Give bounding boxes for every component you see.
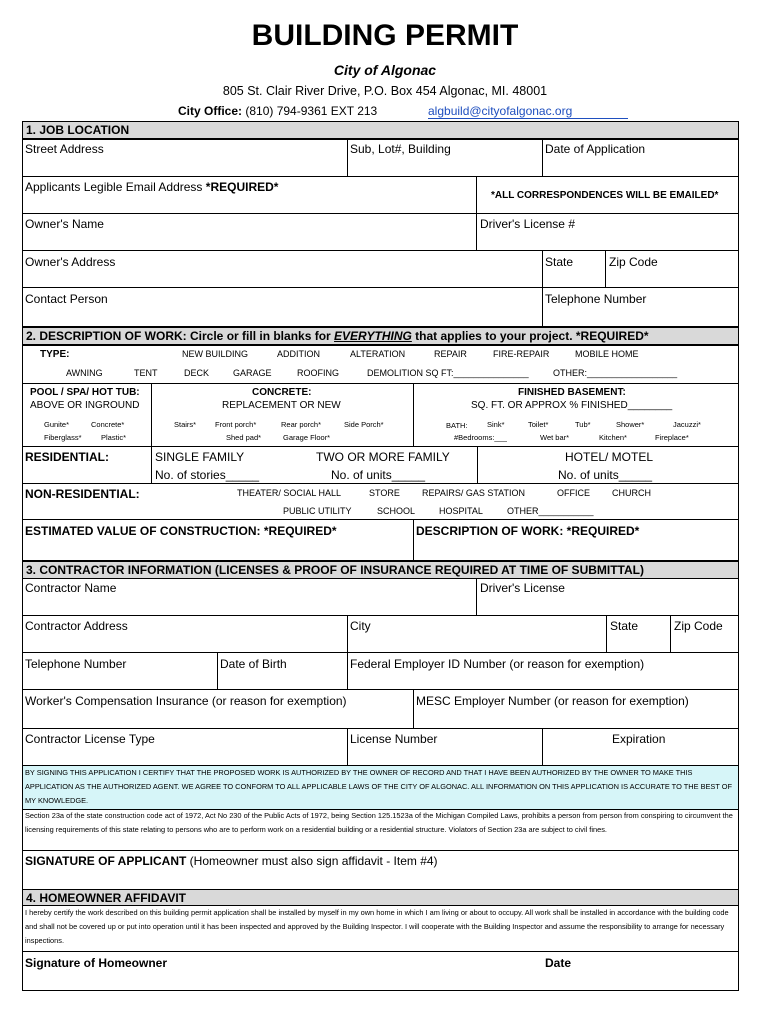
section2-header [22,327,739,345]
wet-bar[interactable]: Wet bar* [540,433,570,442]
office-label: City Office: [178,104,243,118]
city-address: 805 St. Clair River Drive, P.O. Box 454 Algonac, MI. 48001 [222,84,548,98]
number-of-units-family[interactable]: No. of units_____ [331,468,426,482]
pool-gunite[interactable]: Gunite* [44,420,70,429]
applicant-signature-label [25,854,438,868]
type-repair[interactable]: REPAIR [434,349,467,359]
concrete-rear-porch[interactable]: Rear porch* [281,420,322,429]
hotel-motel[interactable]: HOTEL/ MOTEL [565,450,654,464]
office-email-link[interactable]: algbuild@cityofalgonac.org [428,104,628,119]
pool-subtitle: ABOVE OR INGROUND [30,400,140,411]
type-awning[interactable]: AWNING [66,368,103,378]
two-or-more-family[interactable]: TWO OR MORE FAMILY [316,450,450,464]
street-address-label: Street Address [25,142,104,156]
applicant-signature-title: SIGNATURE OF APPLICANT [25,854,187,868]
contractor-city-field[interactable] [347,615,607,653]
section1-header: 1. JOB LOCATION [22,121,739,139]
fireplace[interactable]: Fireplace* [655,433,689,442]
office-phone: (810) 794-9361 EXT 213 [245,104,378,118]
type-demolition[interactable]: DEMOLITION SQ FT:_______________ [367,368,529,378]
contractor-state-label: State [610,619,639,633]
bath-tub[interactable]: Tub* [575,420,591,429]
sub-lot-label: Sub, Lot#, Building [350,142,451,156]
concrete-stairs[interactable]: Stairs* [174,420,197,429]
type-garage[interactable]: GARAGE [233,368,272,378]
section2-header-emphasis: EVERYTHING [334,329,412,343]
nonres-church[interactable]: CHURCH [612,488,651,498]
pool-concrete[interactable]: Concrete* [91,420,125,429]
contractor-city-label: City [350,619,371,633]
owners-address-label: Owner's Address [25,255,116,269]
workers-comp-label: Worker's Compensation Insurance (or reason for exemption) [25,694,347,708]
type-label: TYPE: [40,349,70,360]
expiration-label: Expiration [612,732,666,746]
residential-label: RESIDENTIAL: [25,450,109,464]
nonres-other[interactable]: OTHER___________ [507,506,594,516]
affidavit-text: I hereby certify the work described on this building permit application shall be installed by myself in my own home in which I am living or about to occupy. All work shall be installed in accordance with the building code and shall not be covered up or put into operation until it has been inspected and approved by the Building Inspector. I will cooperate with the Building Inspector and assume the responsibility to arrange for necessary inspections. [25,908,729,945]
section2-header-post: that applies to your project. *REQUIRED* [411,329,649,343]
estimated-value-label: ESTIMATED VALUE OF CONSTRUCTION: *REQUIRED* [25,524,337,538]
number-of-stories[interactable]: No. of stories_____ [155,468,260,482]
owner-state-label: State [545,255,574,269]
bath-toilet[interactable]: Toilet* [528,420,549,429]
nonresidential-label: NON-RESIDENTIAL: [25,487,140,501]
concrete-subtitle: REPLACEMENT OR NEW [222,400,341,411]
email-required: *REQUIRED* [205,180,279,194]
contractor-telephone-label: Telephone Number [25,657,127,671]
concrete-side-porch[interactable]: Side Porch* [344,420,384,429]
nonres-theater[interactable]: THEATER/ SOCIAL HALL [237,488,342,498]
homeowner-date-label: Date [545,956,572,970]
concrete-title: CONCRETE: [252,387,312,398]
concrete-front-porch[interactable]: Front porch* [215,420,257,429]
section3-header: 3. CONTRACTOR INFORMATION (LICENSES & PROOF OF INSURANCE REQUIRED AT TIME OF SUBMITTAL) [22,561,739,579]
contractor-name-label: Contractor Name [25,581,117,595]
email-note: *ALL CORRESPONDENCES WILL BE EMAILED* [491,190,719,201]
nonres-school[interactable]: SCHOOL [377,506,416,516]
concrete-shed-pad[interactable]: Shed pad* [226,433,262,442]
contractor-drivers-license-label: Driver's License [480,581,565,595]
concrete-garage-floor[interactable]: Garage Floor* [283,433,331,442]
license-type-label: Contractor License Type [25,732,155,746]
contact-person-label: Contact Person [25,292,108,306]
bath-label: BATH: [446,421,468,430]
basement-subtitle: SQ. FT. OR APPROX % FINISHED________ [471,400,673,411]
type-deck[interactable]: DECK [184,368,210,378]
drivers-license-label: Driver's License # [480,217,575,231]
pool-title: POOL / SPA/ HOT TUB: [30,387,140,398]
bath-shower[interactable]: Shower* [616,420,645,429]
bath-sink[interactable]: Sink* [487,420,505,429]
nonres-hospital[interactable]: HOSPITAL [439,506,483,516]
single-family[interactable]: SINGLE FAMILY [155,450,245,464]
homeowner-signature-label: Signature of Homeowner [25,956,168,970]
bath-jacuzzi[interactable]: Jacuzzi* [673,420,701,429]
type-other[interactable]: OTHER:__________________ [553,368,678,378]
certify-text: BY SIGNING THIS APPLICATION I CERTIFY THAT THE PROPOSED WORK IS AUTHORIZED BY THE OWNER OF RECORD AND THAT I HAVE BEEN AUTHORIZED BY THE OWNER TO MAKE THIS APPLICATION AS THE AUTHORIZED AGENT. WE AGREE TO CONFORM TO ALL APPLICABLE LAWS OF THE CITY OF ALGONAC. ALL INFORMATION ON THIS APPLICATION IS ACCURATE TO THE BEST OF MY KNOWLEDGE. [25,768,733,805]
contractor-dob-label: Date of Birth [220,657,287,671]
type-fire-repair[interactable]: FIRE-REPAIR [493,349,550,359]
nonres-office[interactable]: OFFICE [557,488,590,498]
fein-label: Federal Employer ID Number (or reason for exemption) [350,657,645,671]
type-new-building[interactable]: NEW BUILDING [182,349,249,359]
bedrooms[interactable]: #Bedrooms:___ [454,433,507,442]
telephone-label: Telephone Number [545,292,647,306]
owner-zip-label: Zip Code [609,255,658,269]
description-of-work-label: DESCRIPTION OF WORK: *REQUIRED* [416,524,640,538]
owners-name-label: Owner's Name [25,217,104,231]
basement-title: FINISHED BASEMENT: [518,387,626,398]
applicant-signature-note: (Homeowner must also sign affidavit - Item #4) [186,854,438,868]
type-alteration[interactable]: ALTERATION [350,349,406,359]
email-label-text: Applicants Legible Email Address [25,180,203,194]
nonres-store[interactable]: STORE [369,488,400,498]
license-number-label: License Number [350,732,438,746]
contractor-address-label: Contractor Address [25,619,128,633]
nonres-public-utility[interactable]: PUBLIC UTILITY [283,506,352,516]
number-of-units-hotel[interactable]: No. of units_____ [558,468,653,482]
section4-header: 4. HOMEOWNER AFFIDAVIT [22,889,739,906]
form-title: BUILDING PERMIT [251,19,519,52]
type-roofing[interactable]: ROOFING [297,368,339,378]
type-mobile-home[interactable]: MOBILE HOME [575,349,639,359]
mesc-label: MESC Employer Number (or reason for exemption) [416,694,689,708]
type-addition[interactable]: ADDITION [277,349,321,359]
section2-header-pre: 2. DESCRIPTION OF WORK: Circle or fill in blanks for [26,329,335,343]
email-label [25,180,278,194]
kitchen[interactable]: Kitchen* [599,433,627,442]
city-name: City of Algonac [333,62,437,78]
nonres-repairs[interactable]: REPAIRS/ GAS STATION [422,488,526,498]
pool-plastic[interactable]: Plastic* [101,433,127,442]
section23-text: Section 23a of the state construction code act of 1972, Act No 230 of the Public Acts of 1972, being Section 125.1523a of the Michigan Compiled Laws, prohibits a person from person from conspiring to circumvent the licensing requirements of this state relating to persons who are to perform work on a residential building or a residential structure. Violators of Section 23a are subject to civil fines. [25,811,733,834]
office-line [178,104,377,118]
contractor-zip-label: Zip Code [674,619,723,633]
pool-fiberglass[interactable]: Fiberglass* [44,433,82,442]
type-tent[interactable]: TENT [134,368,158,378]
date-of-application-label: Date of Application [545,142,646,156]
